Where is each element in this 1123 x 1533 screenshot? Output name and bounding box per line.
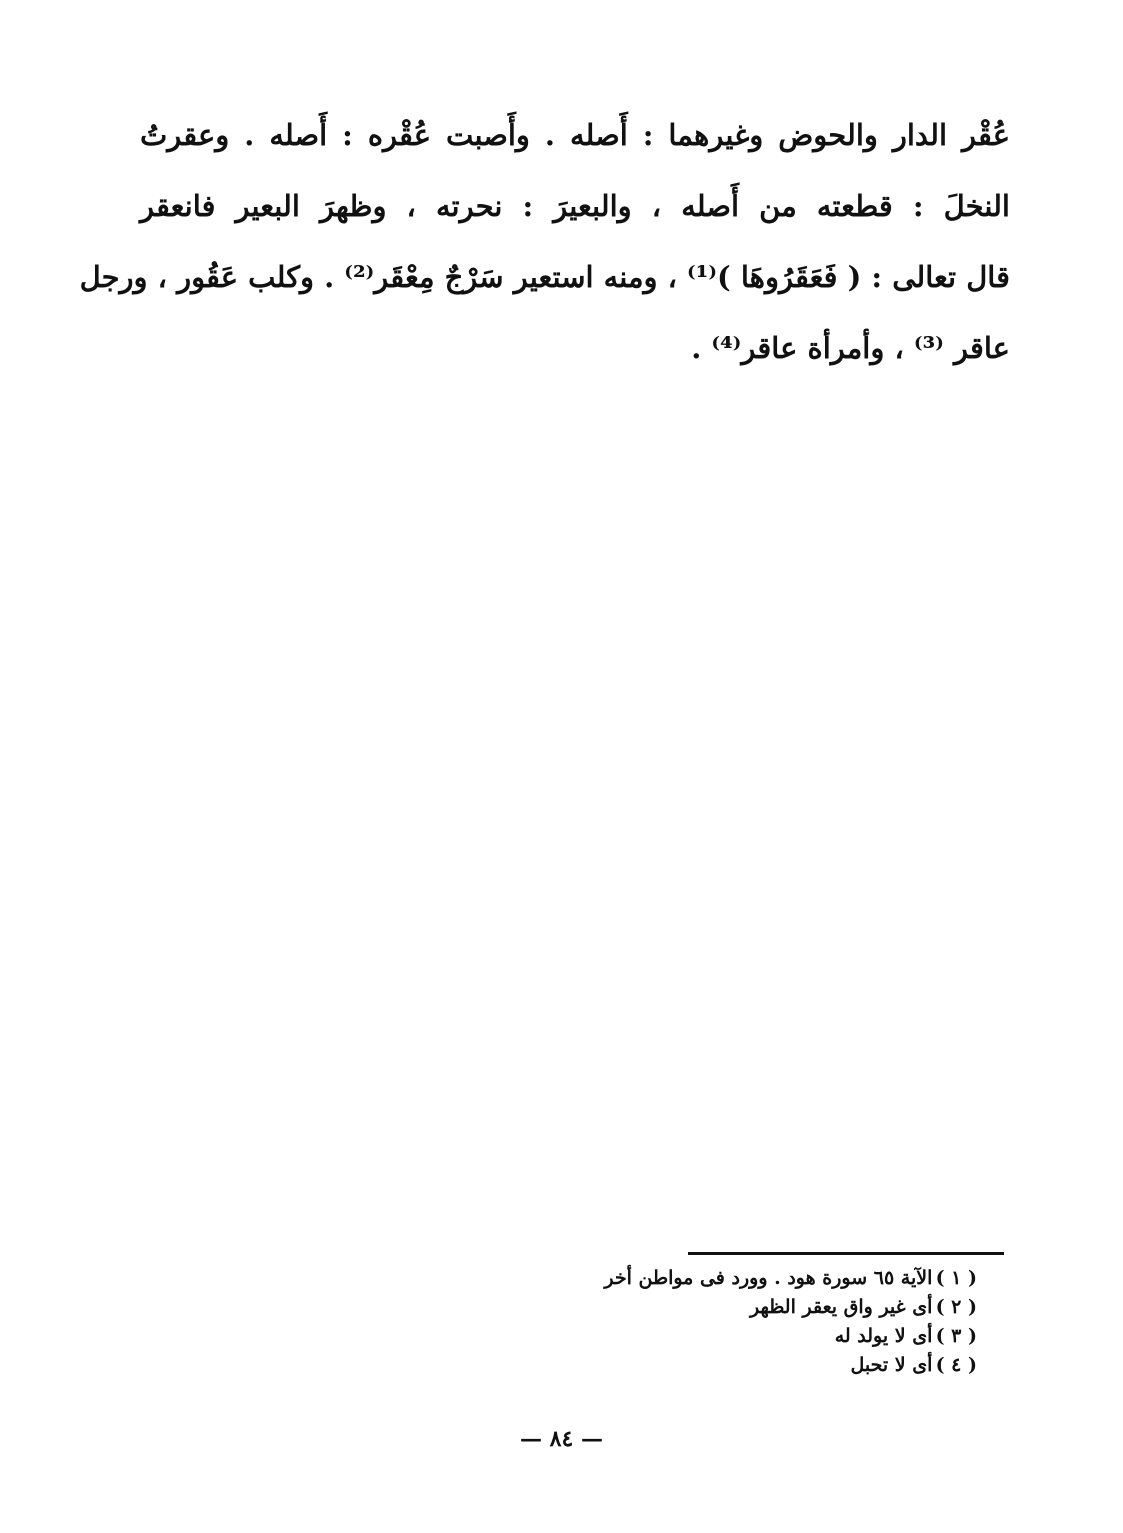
footnote-text: الآية ٦٥ سورة هود . وورد فى مواطن أخر	[604, 1267, 933, 1289]
footnote-1	[557, 1264, 977, 1293]
text-line-3: قال تعالى : ( فَعَقَرُوهَا )⁽¹⁾ ، ومنه استعير سَرْجٌ مِعْقَر⁽²⁾ . وكلب عَقُور ، ورجل	[79, 260, 1010, 294]
text-line-2: النخلَ : قطعته من أَصله ، والبعيرَ : نحرته ، وظهرَ البعير فانعقر	[140, 189, 1010, 223]
text-line-1: عُقْر الدار والحوض وغيرهما : أَصله . وأَصبت عُقْره : أَصله . وعقرتُ	[140, 118, 1010, 152]
footnote-text: أى لا يولد له	[834, 1325, 933, 1347]
footnotes-block	[557, 1264, 977, 1380]
main-text-block	[79, 100, 1010, 384]
footnote-3	[557, 1322, 977, 1351]
footnote-number: ( ٣ )	[935, 1325, 977, 1347]
footnote-4	[557, 1351, 977, 1380]
footnote-2	[557, 1293, 977, 1322]
text-line-4: عاقر ⁽³⁾ ، وأمرأة عاقر⁽⁴⁾ .	[691, 331, 1010, 365]
footnote-number: ( ٤ )	[935, 1354, 977, 1376]
footnote-text: أى غير واق يعقر الظهر	[749, 1296, 933, 1318]
page-number: — ٨٤ —	[520, 1426, 603, 1452]
footnote-separator	[688, 1252, 1004, 1255]
footnote-number: ( ٢ )	[935, 1296, 977, 1318]
footnote-text: أى لا تحبل	[850, 1354, 933, 1376]
footnote-number: ( ١ )	[935, 1267, 977, 1289]
